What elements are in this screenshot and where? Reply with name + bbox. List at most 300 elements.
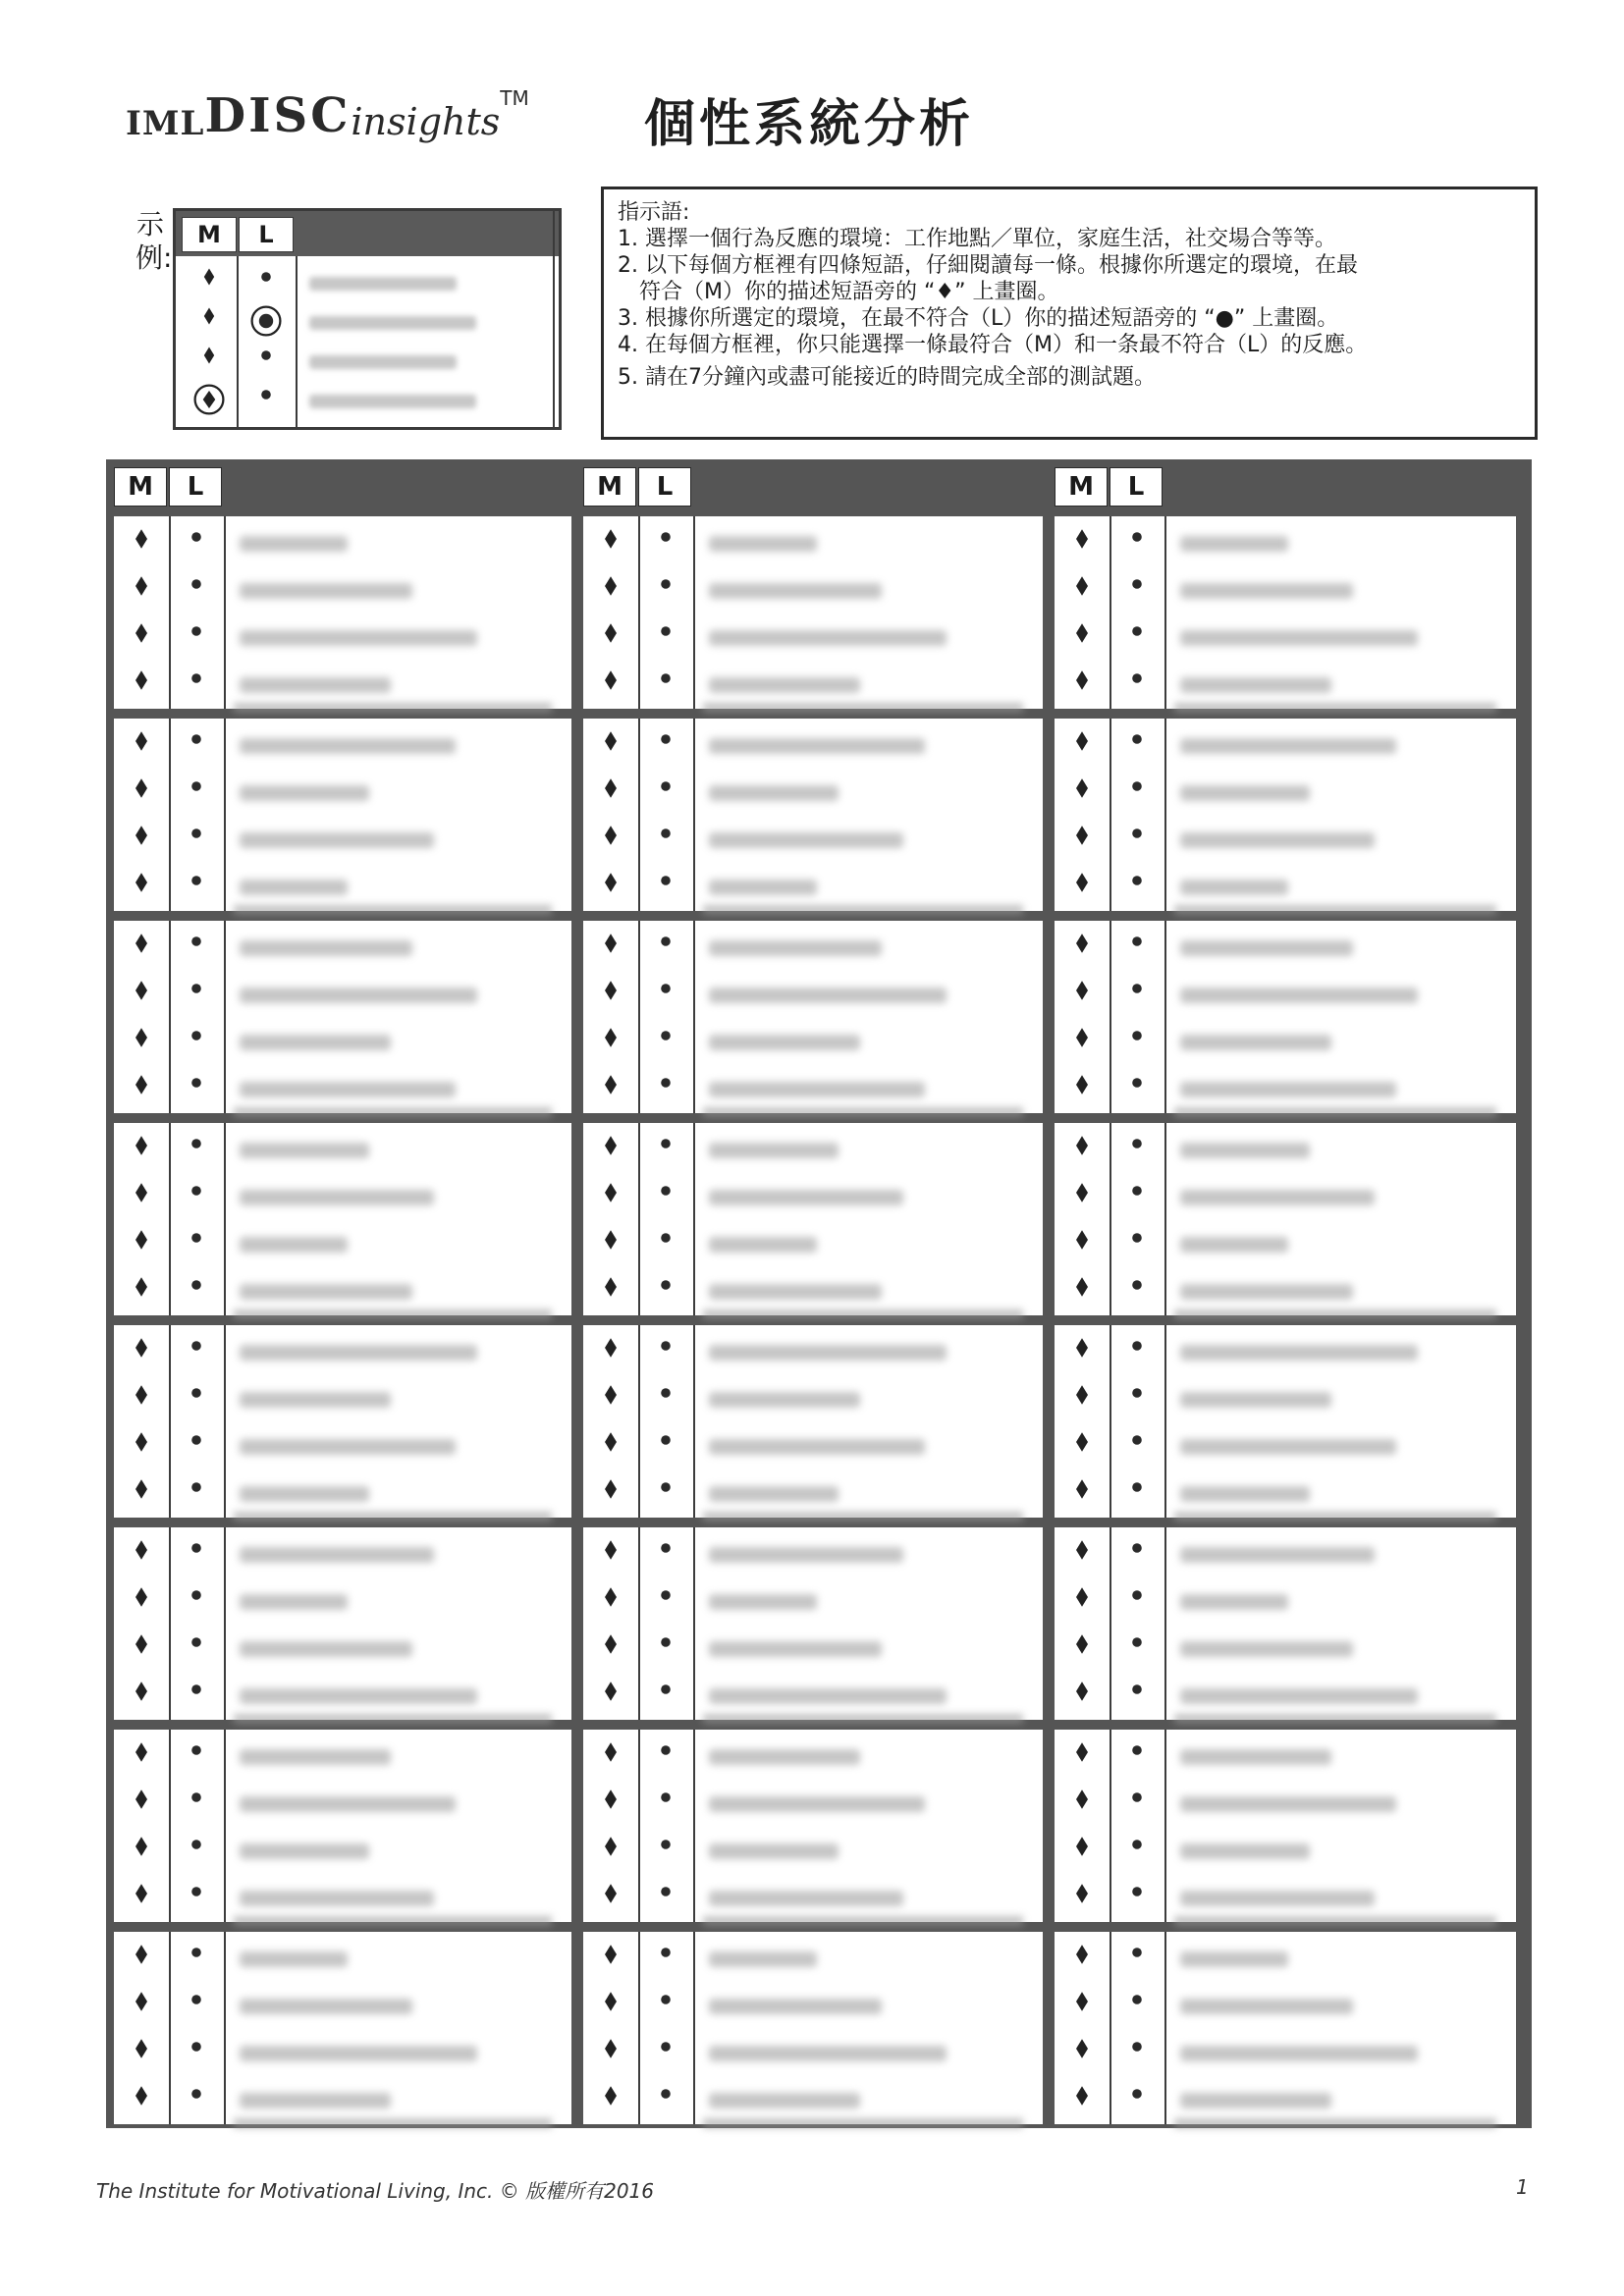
column-divider — [1110, 516, 1111, 709]
most-diamond-icon[interactable] — [122, 1380, 161, 1419]
most-diamond-icon[interactable] — [1062, 1380, 1102, 1419]
example-least-dot-icon — [246, 382, 286, 421]
least-dot-icon[interactable] — [177, 1582, 216, 1622]
obscured-phrase — [709, 785, 839, 801]
column-divider — [1110, 719, 1111, 911]
obscured-phrase — [709, 1284, 882, 1300]
least-dot-icon[interactable] — [646, 1380, 685, 1419]
most-diamond-icon[interactable] — [1062, 976, 1102, 1015]
most-diamond-icon[interactable] — [122, 821, 161, 860]
most-diamond-icon[interactable] — [1062, 821, 1102, 860]
most-diamond-icon[interactable] — [591, 1629, 630, 1669]
obscured-phrase — [240, 1749, 391, 1765]
obscured-phrase — [1180, 1392, 1331, 1408]
obscured-phrase — [709, 1439, 925, 1455]
obscured-phrase — [1180, 677, 1331, 693]
least-dot-icon[interactable] — [1117, 2081, 1157, 2120]
least-dot-icon[interactable] — [1117, 1582, 1157, 1622]
least-dot-icon[interactable] — [177, 1474, 216, 1514]
least-dot-icon[interactable] — [1117, 976, 1157, 1015]
least-dot-icon[interactable] — [1117, 1832, 1157, 1871]
least-dot-icon[interactable] — [177, 1737, 216, 1777]
column-m-header: M — [114, 467, 167, 507]
obscured-phrase — [1180, 1439, 1396, 1455]
column-divider — [1164, 921, 1166, 1113]
most-diamond-icon[interactable] — [122, 1131, 161, 1170]
least-dot-icon[interactable] — [177, 1940, 216, 1979]
most-diamond-icon[interactable] — [591, 1474, 630, 1514]
most-diamond-icon[interactable] — [591, 666, 630, 705]
most-diamond-icon[interactable] — [1062, 1427, 1102, 1467]
obscured-phrase — [1180, 1749, 1331, 1765]
obscured-phrase — [240, 630, 477, 646]
least-dot-icon[interactable] — [177, 774, 216, 813]
obscured-phrase — [1180, 1035, 1331, 1050]
obscured-phrase — [709, 880, 817, 895]
obscured-phrase — [240, 1796, 456, 1812]
least-dot-icon[interactable] — [177, 1785, 216, 1824]
least-dot-icon[interactable] — [177, 1677, 216, 1716]
most-diamond-icon[interactable] — [591, 1272, 630, 1311]
most-diamond-icon[interactable] — [591, 1737, 630, 1777]
column-divider — [638, 516, 640, 709]
example-box — [173, 208, 562, 430]
most-diamond-icon[interactable] — [591, 2081, 630, 2120]
obscured-phrase — [240, 536, 348, 552]
example-most-diamond-icon — [189, 343, 229, 382]
most-diamond-icon[interactable] — [591, 1023, 630, 1062]
example-most-diamond-icon — [189, 264, 229, 303]
most-diamond-icon[interactable] — [122, 774, 161, 813]
least-dot-icon[interactable] — [1117, 618, 1157, 658]
obscured-phrase — [240, 832, 434, 848]
least-dot-icon[interactable] — [177, 1832, 216, 1871]
example-label-text: 示例: — [135, 208, 173, 274]
least-dot-icon[interactable] — [1117, 1940, 1157, 1979]
least-dot-icon[interactable] — [177, 1629, 216, 1669]
most-diamond-icon[interactable] — [591, 976, 630, 1015]
least-dot-icon[interactable] — [177, 929, 216, 968]
least-dot-icon[interactable] — [646, 1272, 685, 1311]
most-diamond-icon[interactable] — [591, 1333, 630, 1372]
column-divider — [224, 1730, 226, 1922]
most-diamond-icon[interactable] — [591, 1940, 630, 1979]
least-dot-icon[interactable] — [646, 1131, 685, 1170]
most-diamond-icon[interactable] — [122, 1535, 161, 1575]
least-dot-icon[interactable] — [646, 2081, 685, 2120]
obscured-phrase — [240, 1999, 412, 2014]
group-divider-shadow — [703, 1512, 1023, 1522]
most-diamond-icon[interactable] — [122, 1629, 161, 1669]
least-dot-icon[interactable] — [177, 571, 216, 611]
least-dot-icon[interactable] — [177, 1427, 216, 1467]
most-diamond-icon[interactable] — [122, 1677, 161, 1716]
least-dot-icon[interactable] — [1117, 1272, 1157, 1311]
most-diamond-icon[interactable] — [591, 1832, 630, 1871]
most-diamond-icon[interactable] — [122, 524, 161, 563]
question-group — [1055, 516, 1516, 709]
least-dot-icon[interactable] — [1117, 1070, 1157, 1109]
group-divider-shadow — [234, 1309, 552, 1319]
group-divider-shadow — [234, 1107, 552, 1117]
obscured-phrase — [240, 2046, 477, 2061]
least-dot-icon[interactable] — [646, 1474, 685, 1514]
obscured-phrase — [240, 1843, 369, 1859]
most-diamond-icon[interactable] — [591, 1427, 630, 1467]
question-group — [583, 1325, 1043, 1518]
most-diamond-icon[interactable] — [122, 571, 161, 611]
most-diamond-icon[interactable] — [1062, 666, 1102, 705]
least-dot-icon[interactable] — [646, 1629, 685, 1669]
most-diamond-icon[interactable] — [1062, 1023, 1102, 1062]
most-diamond-icon[interactable] — [1062, 1225, 1102, 1264]
least-dot-icon[interactable] — [646, 1987, 685, 2026]
most-diamond-icon[interactable] — [122, 1582, 161, 1622]
column-divider — [1164, 1730, 1166, 1922]
most-diamond-icon[interactable] — [122, 1940, 161, 1979]
most-diamond-icon[interactable] — [122, 1225, 161, 1264]
least-dot-icon[interactable] — [646, 929, 685, 968]
question-group — [583, 1123, 1043, 1315]
most-diamond-icon[interactable] — [591, 1380, 630, 1419]
most-diamond-icon[interactable] — [591, 1225, 630, 1264]
most-diamond-icon[interactable] — [1062, 1333, 1102, 1372]
most-diamond-icon[interactable] — [591, 2034, 630, 2073]
obscured-phrase — [240, 1082, 456, 1097]
least-dot-icon[interactable] — [1117, 1737, 1157, 1777]
example-header-bar — [176, 211, 559, 256]
obscured-phrase — [1180, 1999, 1353, 2014]
question-group — [583, 516, 1043, 709]
most-diamond-icon[interactable] — [1062, 1677, 1102, 1716]
least-dot-icon[interactable] — [1117, 1785, 1157, 1824]
question-group — [114, 516, 571, 709]
column-divider — [224, 516, 226, 709]
most-diamond-icon[interactable] — [1062, 571, 1102, 611]
most-diamond-icon[interactable] — [591, 571, 630, 611]
column-divider — [1110, 1730, 1111, 1922]
most-diamond-icon[interactable] — [1062, 1131, 1102, 1170]
column-divider — [638, 1932, 640, 2124]
least-dot-icon[interactable] — [646, 1023, 685, 1062]
obscured-phrase — [709, 1082, 925, 1097]
most-diamond-icon[interactable] — [122, 1987, 161, 2026]
least-dot-icon[interactable] — [646, 618, 685, 658]
least-dot-icon[interactable] — [646, 524, 685, 563]
question-group — [1055, 1932, 1516, 2124]
most-diamond-icon[interactable] — [591, 821, 630, 860]
least-dot-icon[interactable] — [646, 1178, 685, 1217]
most-diamond-icon[interactable] — [1062, 1474, 1102, 1514]
least-dot-icon[interactable] — [1117, 1629, 1157, 1669]
obscured-phrase — [709, 1190, 903, 1205]
least-dot-icon[interactable] — [1117, 1023, 1157, 1062]
column-divider — [224, 1932, 226, 2124]
most-diamond-icon[interactable] — [591, 726, 630, 766]
group-divider-shadow — [703, 1916, 1023, 1926]
least-dot-icon[interactable] — [1117, 868, 1157, 907]
most-diamond-icon[interactable] — [591, 774, 630, 813]
least-dot-icon[interactable] — [177, 821, 216, 860]
obscured-phrase — [1180, 2046, 1418, 2061]
least-dot-icon[interactable] — [1117, 1427, 1157, 1467]
least-dot-icon[interactable] — [646, 1832, 685, 1871]
example-least-dot-icon — [246, 264, 286, 303]
most-diamond-icon[interactable] — [591, 1677, 630, 1716]
least-dot-icon[interactable] — [177, 1070, 216, 1109]
most-diamond-icon[interactable] — [1062, 524, 1102, 563]
obscured-phrase — [240, 1486, 369, 1502]
most-diamond-icon[interactable] — [591, 1535, 630, 1575]
most-diamond-icon[interactable] — [122, 1832, 161, 1871]
example-col-m: M — [182, 217, 237, 252]
instruction-line: 3. 根據你所選定的環境，在最不符合（L）你的描述短語旁的 “●” 上畫圈。 — [618, 306, 1339, 331]
obscured-phrase — [1180, 1796, 1396, 1812]
least-dot-icon[interactable] — [1117, 571, 1157, 611]
question-group — [114, 1730, 571, 1922]
least-dot-icon[interactable] — [1117, 1380, 1157, 1419]
most-diamond-icon[interactable] — [122, 1879, 161, 1918]
most-diamond-icon[interactable] — [122, 1785, 161, 1824]
obscured-phrase — [1180, 1143, 1310, 1158]
least-dot-icon[interactable] — [646, 666, 685, 705]
most-diamond-icon[interactable] — [1062, 618, 1102, 658]
obscured-phrase — [709, 940, 882, 956]
example-col-l: L — [239, 217, 294, 252]
least-dot-icon[interactable] — [177, 618, 216, 658]
least-dot-icon[interactable] — [177, 666, 216, 705]
least-dot-icon[interactable] — [177, 524, 216, 563]
most-diamond-icon[interactable] — [122, 2034, 161, 2073]
least-dot-icon[interactable] — [177, 1131, 216, 1170]
column-divider — [169, 719, 171, 911]
least-dot-icon[interactable] — [1117, 1987, 1157, 2026]
obscured-phrase — [709, 677, 860, 693]
least-dot-icon[interactable] — [646, 1737, 685, 1777]
most-diamond-icon[interactable] — [122, 1737, 161, 1777]
most-diamond-icon[interactable] — [591, 1070, 630, 1109]
most-diamond-icon[interactable] — [1062, 1940, 1102, 1979]
least-dot-icon[interactable] — [177, 976, 216, 1015]
least-dot-icon[interactable] — [177, 1879, 216, 1918]
least-dot-icon[interactable] — [1117, 1333, 1157, 1372]
most-diamond-icon[interactable] — [1062, 2081, 1102, 2120]
least-dot-icon[interactable] — [646, 1940, 685, 1979]
most-diamond-icon[interactable] — [1062, 868, 1102, 907]
least-dot-icon[interactable] — [1117, 821, 1157, 860]
least-dot-icon[interactable] — [1117, 726, 1157, 766]
most-diamond-icon[interactable] — [1062, 1832, 1102, 1871]
least-dot-icon[interactable] — [177, 1178, 216, 1217]
most-diamond-icon[interactable] — [1062, 726, 1102, 766]
group-divider-shadow — [703, 1107, 1023, 1117]
most-diamond-icon[interactable] — [122, 2081, 161, 2120]
most-diamond-icon[interactable] — [1062, 1582, 1102, 1622]
least-dot-icon[interactable] — [646, 1070, 685, 1109]
column-divider — [1164, 1932, 1166, 2124]
most-diamond-icon[interactable] — [591, 1785, 630, 1824]
most-diamond-icon[interactable] — [1062, 1629, 1102, 1669]
obscured-phrase — [1180, 2093, 1331, 2109]
obscured-phrase — [709, 1999, 882, 2014]
obscured-phrase — [1180, 1486, 1310, 1502]
most-diamond-icon[interactable] — [1062, 774, 1102, 813]
obscured-phrase — [240, 1594, 348, 1610]
most-diamond-icon[interactable] — [591, 524, 630, 563]
least-dot-icon[interactable] — [1117, 2034, 1157, 2073]
group-divider-shadow — [1174, 905, 1496, 915]
least-dot-icon[interactable] — [646, 1677, 685, 1716]
group-divider-shadow — [1174, 1714, 1496, 1724]
question-group — [114, 921, 571, 1113]
least-dot-icon[interactable] — [1117, 1535, 1157, 1575]
obscured-phrase — [240, 1547, 434, 1563]
most-diamond-icon[interactable] — [1062, 1987, 1102, 2026]
obscured-phrase — [240, 1688, 477, 1704]
question-group — [1055, 1325, 1516, 1518]
most-diamond-icon[interactable] — [122, 618, 161, 658]
least-dot-icon[interactable] — [1117, 1178, 1157, 1217]
most-diamond-icon[interactable] — [1062, 1535, 1102, 1575]
instruction-line: 1. 選擇一個行為反應的環境：工作地點／單位，家庭生活，社交場合等等。 — [618, 227, 1336, 251]
most-diamond-icon[interactable] — [122, 1023, 161, 1062]
example-divider — [237, 256, 239, 427]
obscured-phrase — [1180, 1547, 1375, 1563]
least-dot-icon[interactable] — [646, 2034, 685, 2073]
column-divider — [1110, 1123, 1111, 1315]
most-diamond-icon[interactable] — [122, 929, 161, 968]
least-dot-icon[interactable] — [646, 726, 685, 766]
least-dot-icon[interactable] — [177, 1987, 216, 2026]
logo-prefix: IML — [126, 104, 205, 143]
least-dot-icon[interactable] — [1117, 666, 1157, 705]
obscured-phrase — [240, 1143, 369, 1158]
most-diamond-icon[interactable] — [122, 1070, 161, 1109]
most-diamond-icon[interactable] — [591, 868, 630, 907]
most-diamond-icon[interactable] — [122, 726, 161, 766]
least-dot-icon[interactable] — [177, 2034, 216, 2073]
least-dot-icon[interactable] — [177, 726, 216, 766]
most-diamond-icon[interactable] — [1062, 1070, 1102, 1109]
most-diamond-icon[interactable] — [1062, 1879, 1102, 1918]
most-diamond-icon[interactable] — [122, 1333, 161, 1372]
most-diamond-icon[interactable] — [1062, 2034, 1102, 2073]
obscured-phrase — [1180, 1843, 1310, 1859]
obscured-phrase — [709, 536, 817, 552]
least-dot-icon[interactable] — [646, 976, 685, 1015]
group-divider-shadow — [703, 2118, 1023, 2128]
instruction-line: 符合（M）你的描述短語旁的 “♦” 上畫圈。 — [639, 280, 1059, 304]
most-diamond-icon[interactable] — [122, 666, 161, 705]
question-group — [1055, 921, 1516, 1113]
obscured-phrase — [709, 1641, 882, 1657]
least-dot-icon[interactable] — [177, 2081, 216, 2120]
obscured-phrase — [1180, 630, 1418, 646]
column-divider — [1164, 719, 1166, 911]
least-dot-icon[interactable] — [177, 1535, 216, 1575]
column-divider — [1110, 1527, 1111, 1720]
page-title: 個性系統分析 — [644, 95, 975, 154]
least-dot-icon[interactable] — [177, 1023, 216, 1062]
least-dot-icon[interactable] — [1117, 1879, 1157, 1918]
most-diamond-icon[interactable] — [591, 1987, 630, 2026]
obscured-phrase — [1180, 1345, 1418, 1361]
most-diamond-icon[interactable] — [591, 1178, 630, 1217]
least-dot-icon[interactable] — [1117, 1474, 1157, 1514]
most-diamond-icon[interactable] — [1062, 1178, 1102, 1217]
example-obscured-phrase — [309, 355, 457, 369]
least-dot-icon[interactable] — [646, 1225, 685, 1264]
column-divider — [169, 1932, 171, 2124]
least-dot-icon[interactable] — [646, 1535, 685, 1575]
least-dot-icon[interactable] — [177, 1272, 216, 1311]
obscured-phrase — [240, 1345, 477, 1361]
most-diamond-icon[interactable] — [1062, 929, 1102, 968]
obscured-phrase — [1180, 1237, 1288, 1253]
instruction-line: 5. 請在7分鐘內或盡可能接近的時間完成全部的測試題。 — [618, 365, 1156, 390]
least-dot-icon[interactable] — [646, 1582, 685, 1622]
least-dot-icon[interactable] — [646, 868, 685, 907]
obscured-phrase — [709, 1143, 839, 1158]
most-diamond-icon[interactable] — [591, 1582, 630, 1622]
most-diamond-icon[interactable] — [122, 1474, 161, 1514]
most-diamond-icon[interactable] — [1062, 1785, 1102, 1824]
column-divider — [693, 1932, 695, 2124]
most-diamond-icon[interactable] — [122, 1427, 161, 1467]
most-diamond-icon[interactable] — [122, 976, 161, 1015]
least-dot-icon[interactable] — [177, 868, 216, 907]
question-group — [583, 1730, 1043, 1922]
most-diamond-icon[interactable] — [122, 868, 161, 907]
obscured-phrase — [709, 2093, 860, 2109]
least-dot-icon[interactable] — [1117, 1225, 1157, 1264]
obscured-phrase — [709, 2046, 947, 2061]
least-dot-icon[interactable] — [646, 1879, 685, 1918]
most-diamond-icon[interactable] — [591, 618, 630, 658]
obscured-phrase — [1180, 1082, 1396, 1097]
least-dot-icon[interactable] — [177, 1333, 216, 1372]
least-dot-icon[interactable] — [1117, 1131, 1157, 1170]
column-divider — [638, 1527, 640, 1720]
most-diamond-icon[interactable] — [591, 1879, 630, 1918]
least-dot-icon[interactable] — [177, 1225, 216, 1264]
least-dot-icon[interactable] — [177, 1380, 216, 1419]
least-dot-icon[interactable] — [1117, 929, 1157, 968]
most-diamond-icon[interactable] — [1062, 1737, 1102, 1777]
most-diamond-icon[interactable] — [122, 1178, 161, 1217]
obscured-phrase — [709, 1345, 947, 1361]
least-dot-icon[interactable] — [1117, 524, 1157, 563]
obscured-phrase — [240, 1284, 412, 1300]
obscured-phrase — [1180, 583, 1353, 599]
column-header — [1055, 467, 1516, 508]
least-dot-icon[interactable] — [646, 571, 685, 611]
most-diamond-icon[interactable] — [1062, 1272, 1102, 1311]
least-dot-icon[interactable] — [1117, 1677, 1157, 1716]
most-diamond-icon[interactable] — [122, 1272, 161, 1311]
obscured-phrase — [1180, 1641, 1353, 1657]
least-dot-icon[interactable] — [646, 1333, 685, 1372]
most-diamond-icon[interactable] — [591, 1131, 630, 1170]
least-dot-icon[interactable] — [646, 821, 685, 860]
most-diamond-icon[interactable] — [591, 929, 630, 968]
least-dot-icon[interactable] — [1117, 774, 1157, 813]
least-dot-icon[interactable] — [646, 774, 685, 813]
least-dot-icon[interactable] — [646, 1427, 685, 1467]
least-dot-icon[interactable] — [646, 1785, 685, 1824]
obscured-phrase — [240, 1951, 348, 1967]
obscured-phrase — [709, 1891, 903, 1906]
